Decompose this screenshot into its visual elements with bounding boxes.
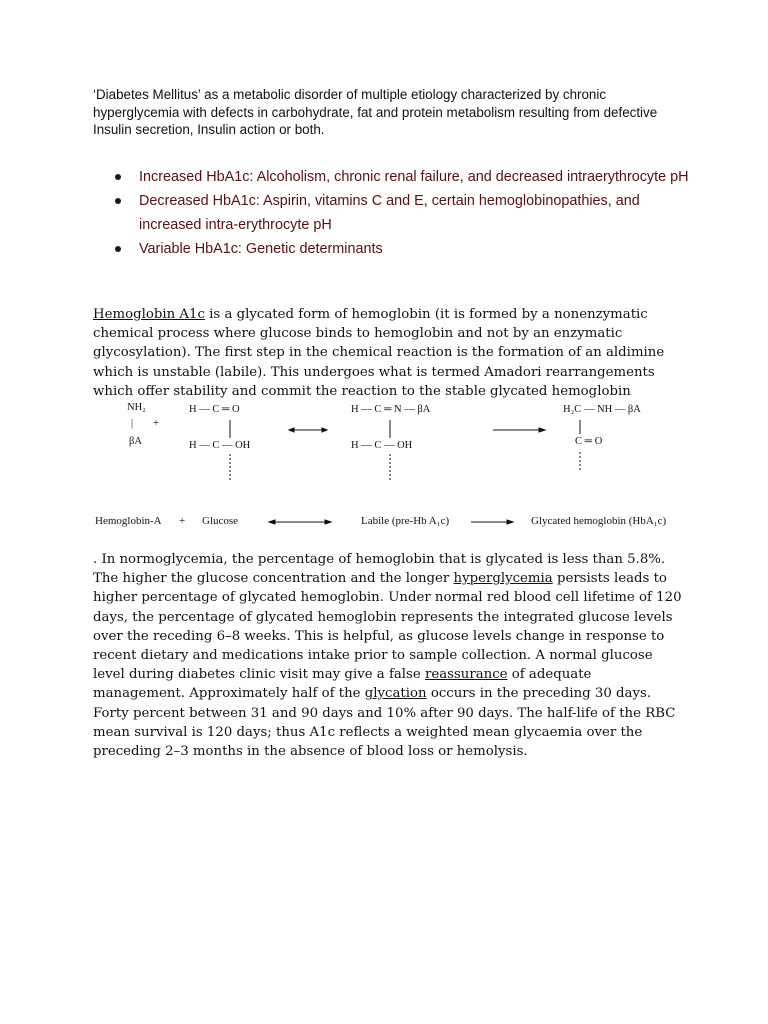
hb-amine-group: NH₂ [127, 402, 146, 413]
labile-aldimine-group: H — C ═ N — βA [351, 404, 431, 415]
arrowhead-icon [507, 520, 513, 524]
glycated-hemoglobin-label: Glycated hemoglobin (HbA₁c) [531, 515, 667, 527]
list-item [115, 189, 695, 237]
bullet-icon [115, 246, 121, 252]
paragraph-text: of adequate management. Approximately half of the [93, 667, 592, 702]
glycated-amine-group: H₂C — NH — βA [563, 404, 641, 415]
hb-bond: | [131, 418, 134, 429]
arrowhead-icon [322, 428, 327, 432]
hemoglobin-a1c-link[interactable]: Hemoglobin A1c [93, 307, 205, 322]
paragraph-text: . In normoglycemia, the percentage of hemoglobin that is glycated is less than 5.8%. The higher the glucose concentration and the longer [93, 552, 666, 587]
arrowhead-icon [269, 520, 275, 524]
bullet-icon [115, 174, 121, 180]
list-item-text: Variable HbA1c: Genetic determinants [139, 241, 383, 257]
reassurance-link[interactable]: reassurance [424, 667, 508, 683]
list-item [115, 237, 695, 261]
normoglycemia-paragraph [93, 550, 683, 761]
labile-hydroxyl-group: H — C — OH [351, 440, 413, 451]
bullet-icon [115, 198, 121, 204]
hb-beta-chain: βA [129, 436, 142, 447]
definition-text: is a glycated form of hemoglobin (it is formed by a nonenzymatic chemical process where glucose binds to hemoglobin and not by an enzymatic glycosylation). The first step in the chemical reaction is the formation of an aldimine which is unstable (labile). This undergoes what is termed Amadori rearrangements which offer stability and commit the reaction to the stable glycated hemoglobin [93, 307, 665, 399]
glucose-label: Glucose [202, 515, 239, 527]
glycated-ketone-group: C ═ O [575, 436, 603, 447]
arrowhead-icon [289, 428, 294, 432]
glucose-hydroxyl-group: H — C — OH [189, 440, 251, 451]
glucose-aldehyde-group: H — C ═ O [189, 404, 240, 415]
paragraph-text: persists leads to higher percentage of glycated hemoglobin. Under normal red blood cell lifetime of 120 days, the percentage of glycated hemoglobin represents the integrated glucose levels over the receding 6–8 weeks. This is helpful, as glucose levels change in response to recent dietary and medications intake prior to sample collection. A normal glucose level during diabetes clinic visit may give a false [93, 571, 682, 683]
arrowhead-icon [539, 428, 545, 432]
list-item [115, 165, 695, 189]
hba1c-factors-list [115, 165, 695, 261]
list-item-text: Increased HbA1c: Alcoholism, chronic renal failure, and decreased intraerythrocyte pH [139, 169, 689, 185]
hba1c-definition-paragraph [93, 305, 683, 401]
glycation-link[interactable]: glycation [364, 686, 427, 702]
hyperglycemia-link[interactable]: hyperglycemia [453, 571, 553, 587]
arrowhead-icon [325, 520, 331, 524]
list-item-text: Decreased HbA1c: Aspirin, vitamins C and E, certain hemoglobinopathies, and increased intra-erythrocyte pH [139, 193, 640, 233]
paragraph-text: occurs in the preceding 30 days. Forty percent between 31 and 90 days and 10% after 90 days. The half-life of the RBC mean survival is 120 days; thus A1c reflects a weighted mean glycaemia over the preceding 2–3 months in the absence of blood loss or hemolysis. [93, 686, 676, 760]
hb-plus-sign: + [153, 418, 159, 429]
glycation-reaction-diagram [93, 398, 693, 538]
labile-label: Labile (pre-Hb A₁c) [361, 515, 450, 527]
hemoglobin-a-label: Hemoglobin-A [95, 515, 162, 527]
reaction-plus-label: + [179, 515, 186, 527]
intro-paragraph: ‘Diabetes Mellitus’ as a metabolic disorder of multiple etiology characterized by chronic hyperglycemia with defects in carbohydrate, fat and protein metabolism resulting from defective Insulin secretion, Insulin action or both. [93, 87, 658, 137]
